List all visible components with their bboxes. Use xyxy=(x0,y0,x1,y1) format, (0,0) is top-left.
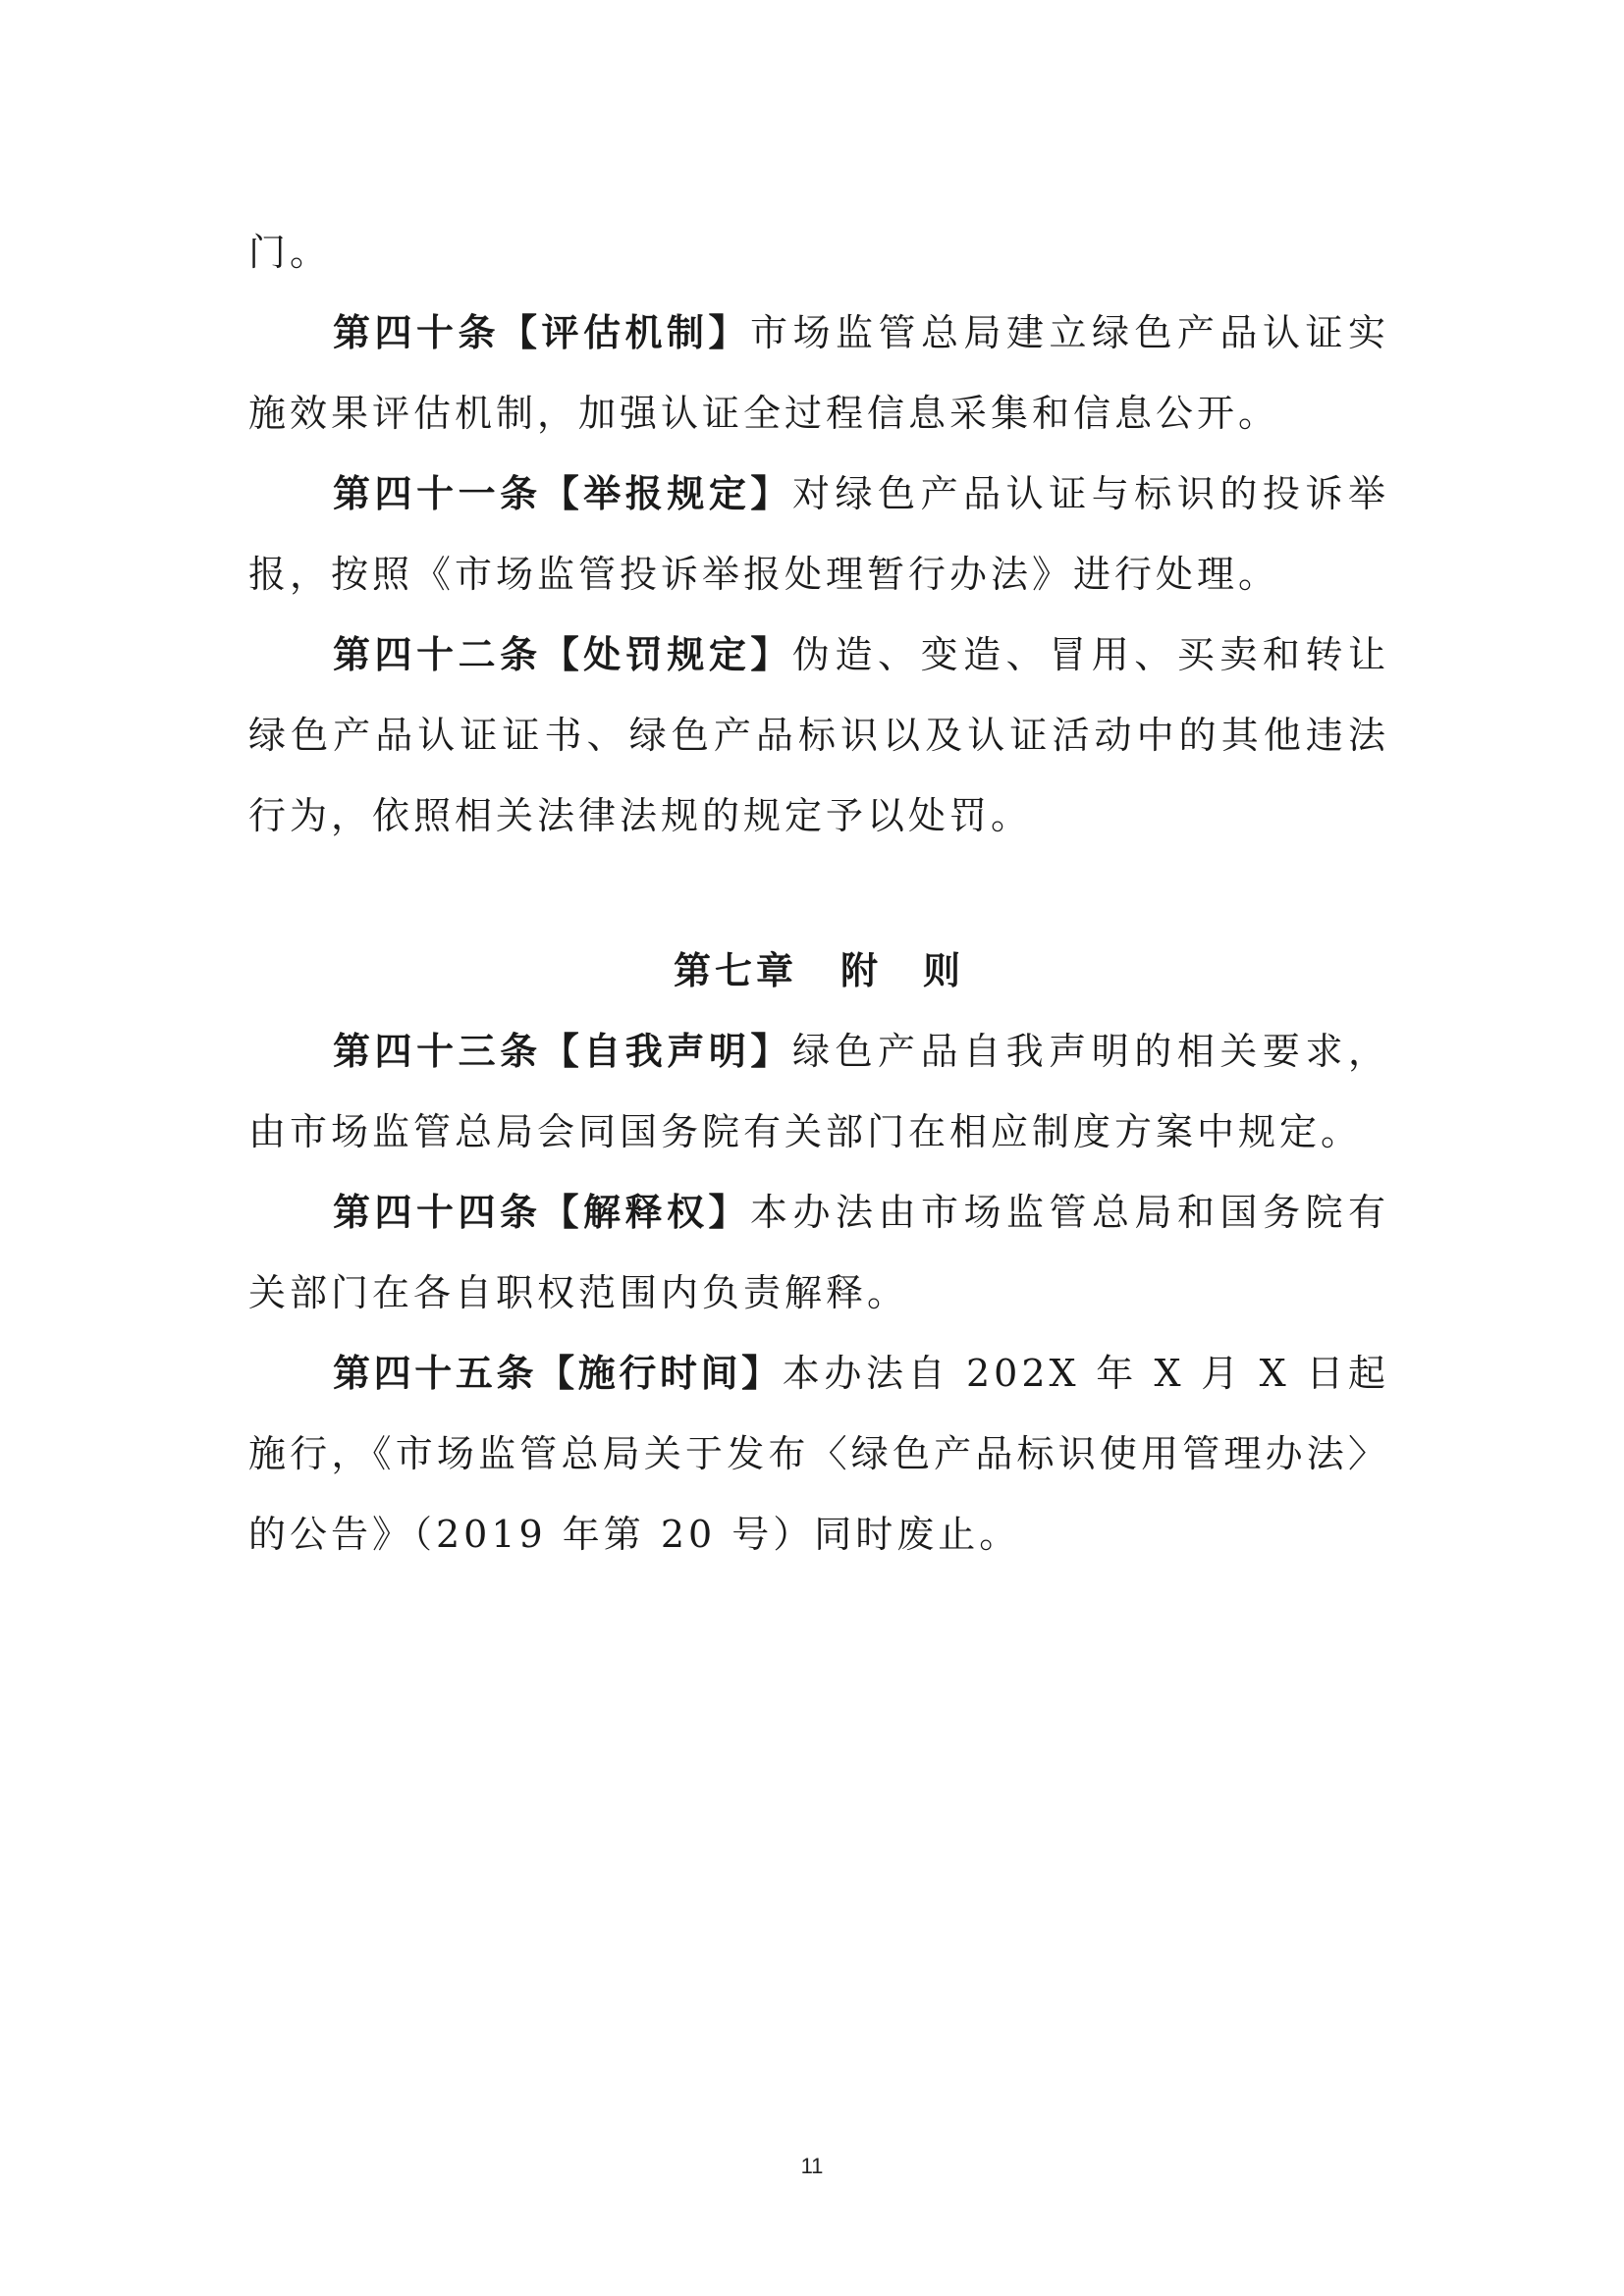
article-40 xyxy=(248,293,1389,454)
continuation-text: 门。 xyxy=(248,231,332,274)
article-44-text: 本办法由市场监管总局和国务院有关部门在各自职权范围内负责解释。 xyxy=(248,1191,1389,1314)
article-41-text: 对绿色产品认证与标识的投诉举报，按照《市场监管投诉举报处理暂行办法》进行处理。 xyxy=(248,472,1389,596)
article-43 xyxy=(248,1011,1389,1172)
article-45-text: 本办法自 202X 年 X 月 X 日起施行，《市场监管总局关于发布〈绿色产品标识使用管理办法〉的公告》（2019 年第 20 号）同时废止。 xyxy=(248,1352,1389,1556)
article-42-heading: 第四十二条【处罚规定】 xyxy=(333,633,792,676)
page-number: 11 xyxy=(800,2154,824,2178)
article-43-text: 绿色产品自我声明的相关要求，由市场监管总局会同国务院有关部门在相应制度方案中规定。 xyxy=(248,1030,1389,1153)
document-body xyxy=(248,212,1389,1575)
article-43-heading: 第四十三条【自我声明】 xyxy=(333,1030,792,1073)
article-44 xyxy=(248,1172,1389,1333)
article-41 xyxy=(248,454,1389,614)
chapter-heading xyxy=(248,931,1389,1011)
article-41-heading: 第四十一条【举报规定】 xyxy=(333,472,792,515)
chapter-spacer xyxy=(248,856,1389,931)
article-40-heading: 第四十条【评估机制】 xyxy=(333,311,750,354)
article-45-heading: 第四十五条【施行时间】 xyxy=(333,1352,783,1395)
article-44-heading: 第四十四条【解释权】 xyxy=(333,1191,750,1234)
article-40-text: 市场监管总局建立绿色产品认证实施效果评估机制，加强认证全过程信息采集和信息公开。 xyxy=(248,311,1389,435)
article-42 xyxy=(248,614,1389,856)
chapter-number: 第七章 xyxy=(673,949,797,992)
article-42-text: 伪造、变造、冒用、买卖和转让绿色产品认证证书、绿色产品标识以及认证活动中的其他违法行为，依照相关法律法规的规定予以处罚。 xyxy=(248,633,1389,837)
chapter-name: 附 则 xyxy=(840,949,965,992)
article-45 xyxy=(248,1333,1389,1575)
